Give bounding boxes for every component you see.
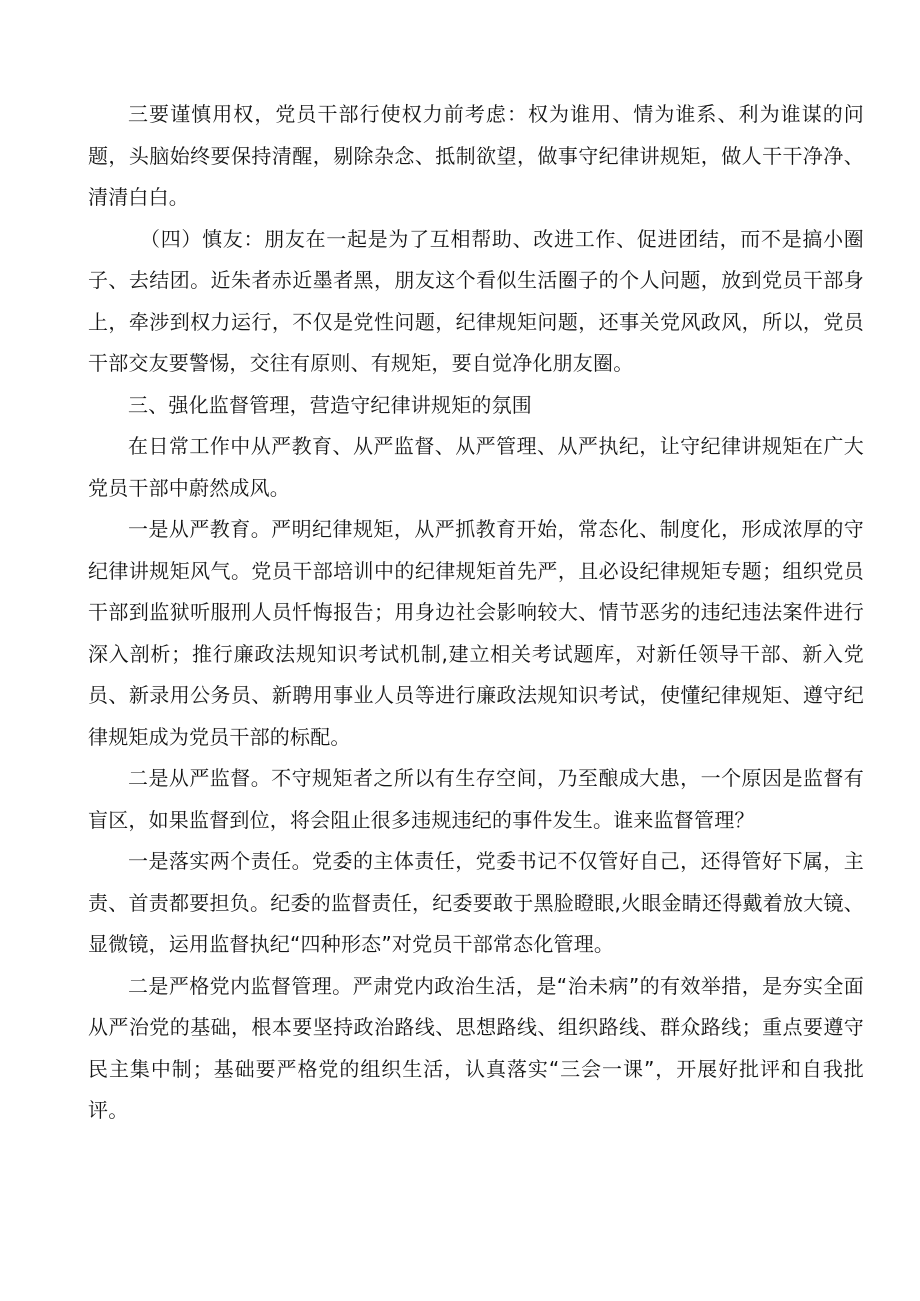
document-body xyxy=(88,94,864,1132)
paragraph-strict-education: 一是从严教育。严明纪律规矩，从严抓教育开始，常态化、制度化，形成浓厚的守纪律讲规矩风气。党员干部培训中的纪律规矩首先严，且必设纪律规矩专题；组织党员干部到监狱听服刑人员忏悔报告；用身边社会影响较大、情节恶劣的违纪违法案件进行深入剖析；推行廉政法规知识考试机制,建立相关考试题库，对新任领导干部、新入党员、新录用公务员、新聘用事业人员等进行廉政法规知识考试，使懂纪律规矩、遵守纪律规矩成为党员干部的标配。 xyxy=(88,517,864,749)
paragraph-strict-daily-work: 在日常工作中从严教育、从严监督、从严管理、从严执纪，让守纪律讲规矩在广大党员干部中蔚然成风。 xyxy=(88,434,864,500)
paragraph-use-power-carefully: 三要谨慎用权，党员干部行使权力前考虑：权为谁用、情为谁系、利为谁谋的问题，头脑始终要保持清醒，剔除杂念、抵制欲望，做事守纪律讲规矩，做人干干净净、清清白白。 xyxy=(88,102,864,209)
paragraph-two-responsibilities: 一是落实两个责任。党委的主体责任，党委书记不仅管好自己，还得管好下属，主责、首责都要担负。纪委的监督责任，纪委要敢于黑脸瞪眼,火眼金睛还得戴着放大镜、显微镜，运用监督执纪“四种形态”对党员干部常态化管理。 xyxy=(88,849,864,956)
paragraph-strict-supervision: 二是从严监督。不守规矩者之所以有生存空间，乃至酿成大患，一个原因是监督有盲区，如果监督到位，将会阻止很多违规违纪的事件发生。谁来监督管理？ xyxy=(88,766,864,832)
section-heading-supervision: 三、强化监督管理，营造守纪律讲规矩的氛围 xyxy=(128,392,532,417)
paragraph-party-supervision: 二是严格党内监督管理。严肃党内政治生活，是“治未病”的有效举措，是夯实全面从严治党的基础，根本要坚持政治路线、思想路线、组织路线、群众路线；重点要遵守民主集中制；基础要严格党的组织生活，认真落实“三会一课”，开展好批评和自我批评。 xyxy=(88,973,864,1122)
paragraph-careful-friends: （四）慎友：朋友在一起是为了互相帮助、改进工作、促进团结，而不是搞小圈子、去结团。近朱者赤近墨者黑，朋友这个看似生活圈子的个人问题，放到党员干部身上，牵涉到权力运行，不仅是党性问题，纪律规矩问题，还事关党风政风，所以，党员干部交友要警惕，交往有原则、有规矩，要自觉净化朋友圈。 xyxy=(88,226,864,375)
